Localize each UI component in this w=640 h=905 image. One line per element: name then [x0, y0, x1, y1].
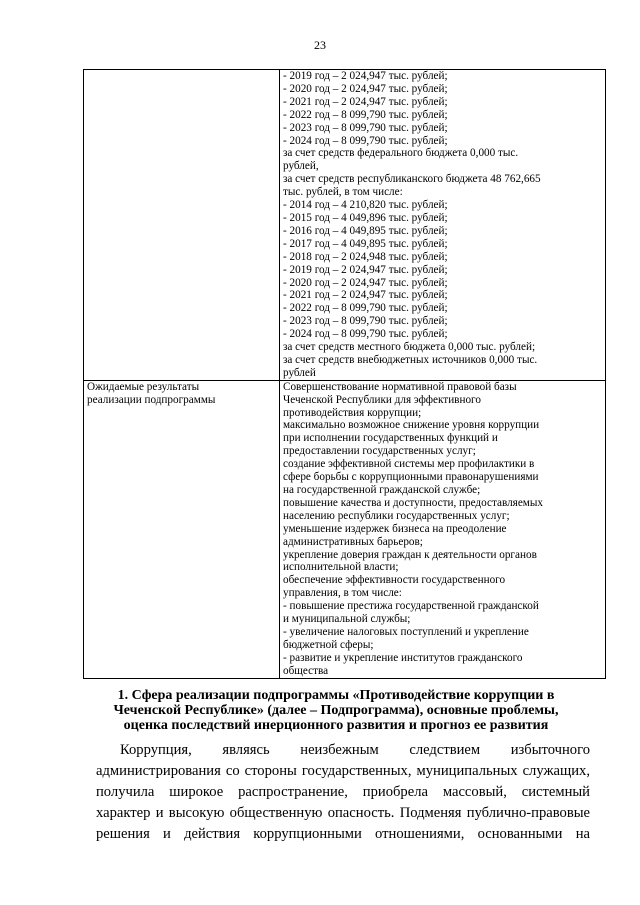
table-line: - 2016 год – 4 049,895 тыс. рублей;: [283, 224, 448, 237]
table-line: - 2023 год – 8 099,790 тыс. рублей;: [283, 121, 448, 134]
table-line: - 2019 год – 2 024,947 тыс. рублей;: [283, 263, 448, 276]
table-cell-expected-results-label: [84, 380, 280, 678]
label-line: Ожидаемые результаты: [87, 380, 200, 393]
table-line: - 2024 год – 8 099,790 тыс. рублей;: [283, 134, 448, 147]
body-line: характер и высокую общественную опасность. Подменяя публично-правовые: [96, 805, 590, 821]
table-line: укрепление доверия граждан к деятельности органов: [283, 548, 537, 561]
table-row-expected-results: [84, 380, 606, 678]
table-line: при исполнении государственных функций и: [283, 432, 498, 445]
table-line: административных барьеров;: [283, 535, 423, 548]
table-line: повышение качества и доступности, предоставляемых: [283, 496, 543, 509]
table-line: - 2014 год – 4 210,820 тыс. рублей;: [283, 199, 448, 212]
table-line: на государственной гражданской службе;: [283, 484, 481, 496]
table-line: - 2023 год – 8 099,790 тыс. рублей;: [283, 315, 448, 328]
table-line: - 2018 год – 2 024,948 тыс. рублей;: [283, 250, 448, 263]
table-line: уменьшение издержек бизнеса на преодоление: [283, 522, 507, 535]
body-line: Коррупция, являясь неизбежным следствием избыточного: [120, 742, 590, 758]
funding-lines: [283, 70, 603, 380]
heading-line: оценка последствий инерционного развития и прогноз ее развития: [123, 718, 549, 733]
table-line: тыс. рублей, в том числе:: [283, 186, 403, 199]
table-line: - 2017 год – 4 049,895 тыс. рублей;: [283, 237, 448, 250]
table-line: - 2022 год – 8 099,790 тыс. рублей;: [283, 108, 448, 121]
body-paragraph: [96, 740, 590, 845]
label-line: реализации подпрограммы: [87, 393, 216, 406]
table-line: и муниципальной службы;: [283, 613, 411, 626]
heading-line: Чеченской Республике» (далее – Подпрограмма), основные проблемы,: [113, 703, 559, 718]
table-line: - 2022 год – 8 099,790 тыс. рублей;: [283, 302, 448, 315]
table-line: управления, в том числе:: [283, 587, 402, 600]
body-line: решения и действия коррупционными отношениями, основанными на: [96, 826, 590, 842]
table-row-funding: [84, 70, 606, 381]
table-line: - 2019 год – 2 024,947 тыс. рублей;: [283, 70, 448, 82]
table-line: общества: [283, 664, 329, 677]
table-line: предоставлении государственных услуг;: [283, 445, 476, 458]
table-line: Чеченской Республики для эффективного: [283, 393, 481, 406]
table-line: за счет средств республиканского бюджета 48 762,665: [283, 173, 541, 186]
table-line: рублей,: [283, 160, 319, 173]
table-line: Совершенствование нормативной правовой базы: [283, 380, 517, 393]
expected-results-lines: [283, 381, 603, 678]
heading-line: 1. Сфера реализации подпрограммы «Противодействие коррупции в: [117, 688, 555, 703]
table-line: исполнительной власти;: [283, 561, 399, 574]
table-line: населению республики государственных услуг;: [283, 509, 510, 522]
table-line: - 2015 год – 4 049,896 тыс. рублей;: [283, 211, 448, 224]
table-line: - повышение престижа государственной гражданской: [283, 600, 539, 613]
table-line: за счет средств местного бюджета 0,000 тыс. рублей;: [283, 341, 536, 354]
table-line: противодействия коррупции;: [283, 406, 422, 419]
table-line: - увеличение налоговых поступлений и укрепление: [283, 625, 529, 638]
body-line: администрирования со стороны государственных, муниципальных служащих,: [96, 763, 590, 779]
table-line: - 2020 год – 2 024,947 тыс. рублей;: [283, 82, 448, 95]
table-line: рублей: [283, 366, 316, 379]
table-line: - развитие и укрепление институтов гражданского: [283, 651, 523, 664]
table-line: - 2021 год – 2 024,947 тыс. рублей;: [283, 95, 448, 108]
table-line: бюджетной сферы;: [283, 638, 374, 651]
section-heading: [96, 688, 576, 733]
table-line: за счет средств федерального бюджета 0,000 тыс.: [283, 147, 519, 160]
table-line: создание эффективной системы мер профилактики в: [283, 458, 535, 471]
table-cell-expected-results-value: [280, 380, 606, 678]
body-line: получила широкое распространение, приобрела массовый, системный: [96, 784, 590, 800]
table-line: сфере борьбы с коррупционными правонарушениями: [283, 471, 539, 484]
table-line: максимально возможное снижение уровня коррупции: [283, 419, 540, 432]
table-line: - 2021 год – 2 024,947 тыс. рублей;: [283, 289, 448, 302]
table-line: - 2024 год – 8 099,790 тыс. рублей;: [283, 328, 448, 341]
table-cell-funding-value: [280, 70, 606, 381]
table-line: за счет средств внебюджетных источников 0,000 тыс.: [283, 353, 538, 366]
subprogram-passport-table: [83, 69, 606, 679]
page-number: 23: [314, 38, 326, 52]
table-line: обеспечение эффективности государственного: [283, 574, 506, 587]
table-cell-funding-label: [84, 70, 280, 381]
table-line: - 2020 год – 2 024,947 тыс. рублей;: [283, 276, 448, 289]
